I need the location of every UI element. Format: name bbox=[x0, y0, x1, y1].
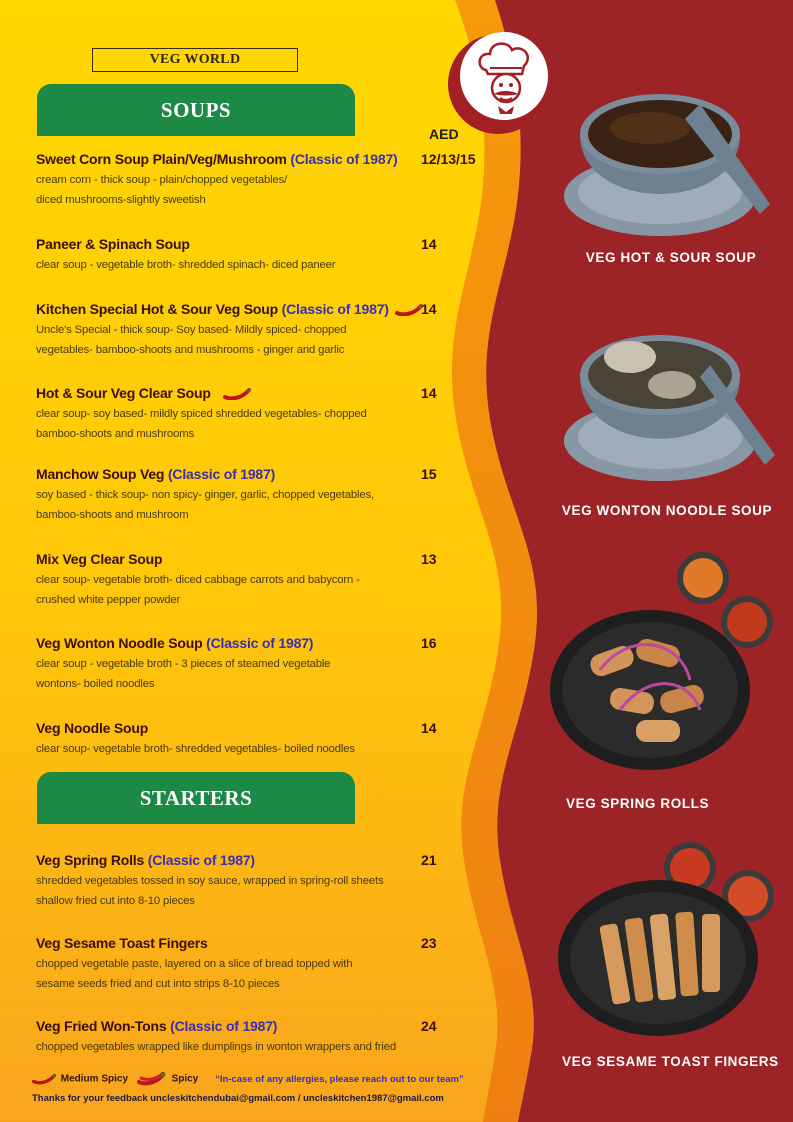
classic-tag: (Classic of 1987) bbox=[206, 635, 314, 651]
item-name: Mix Veg Clear Soup bbox=[36, 551, 163, 567]
menu-item-veg-fried-wontons bbox=[36, 1018, 476, 1057]
hot-sour-soup-photo bbox=[560, 64, 782, 240]
item-price: 14 bbox=[421, 720, 437, 736]
spice-legend bbox=[32, 1072, 464, 1086]
menu-item-veg-noodle-soup bbox=[36, 720, 476, 759]
item-name: Veg Noodle Soup bbox=[36, 720, 149, 736]
item-name: Manchow Soup Veg bbox=[36, 466, 165, 482]
double-chili-pepper-icon bbox=[137, 1072, 167, 1086]
menu-item-hot-sour-clear bbox=[36, 385, 476, 444]
menu-item-veg-spring-rolls bbox=[36, 852, 476, 911]
item-desc-line1: shredded vegetables tossed in soy sauce, wrapped in spring-roll sheets bbox=[36, 875, 384, 887]
item-price: 14 bbox=[421, 385, 437, 401]
item-desc-line2: bamboo-shoots and mushroom bbox=[36, 509, 189, 521]
item-desc-line2: shallow fried cut into 8-10 pieces bbox=[36, 895, 195, 907]
item-price: 13 bbox=[421, 551, 437, 567]
photo-caption: VEG WONTON NOODLE SOUP bbox=[561, 503, 773, 518]
item-name: Kitchen Special Hot & Sour Veg Soup bbox=[36, 301, 278, 317]
item-price: 23 bbox=[421, 935, 437, 951]
item-desc-line2: vegetables- bamboo-shoots and mushrooms - ginger and garlic bbox=[36, 344, 345, 356]
chili-pepper-icon bbox=[223, 388, 251, 400]
item-name: Hot & Sour Veg Clear Soup bbox=[36, 385, 211, 401]
medium-spicy-label: Medium Spicy bbox=[60, 1073, 129, 1085]
item-desc-line1: clear soup - vegetable broth - 3 pieces of steamed vegetable bbox=[36, 658, 331, 670]
spicy-label: Spicy bbox=[171, 1073, 199, 1085]
item-desc-line1: cream corn - thick soup - plain/chopped vegetables/ bbox=[36, 174, 288, 186]
item-desc-line1: chopped vegetables wrapped like dumplings in wonton wrappers and fried bbox=[36, 1041, 397, 1053]
item-price: 24 bbox=[421, 1018, 437, 1034]
menu-item-mix-veg-clear bbox=[36, 551, 476, 610]
photo-caption: VEG HOT & SOUR SOUP bbox=[585, 250, 757, 265]
item-name: Veg Fried Won-Tons bbox=[36, 1018, 167, 1034]
menu-item-sweet-corn-soup bbox=[36, 151, 476, 210]
menu-item-kitchen-special-hot-sour bbox=[36, 301, 476, 360]
item-desc-line2: sesame seeds fried and cut into strips 8-10 pieces bbox=[36, 978, 280, 990]
photo-caption: VEG SPRING ROLLS bbox=[566, 796, 710, 811]
item-desc-line2: crushed white pepper powder bbox=[36, 594, 181, 606]
chili-pepper-icon bbox=[395, 304, 423, 316]
item-price: 14 bbox=[421, 236, 437, 252]
item-price: 15 bbox=[421, 466, 437, 482]
item-name: Veg Wonton Noodle Soup bbox=[36, 635, 203, 651]
item-desc-line1: clear soup- soy based- mildly spiced shredded vegetables- chopped bbox=[36, 408, 367, 420]
classic-tag: (Classic of 1987) bbox=[281, 301, 389, 317]
item-price: 14 bbox=[421, 301, 437, 317]
item-name: Veg Sesame Toast Fingers bbox=[36, 935, 208, 951]
item-desc-line1: clear soup- vegetable broth- shredded vegetables- boiled noodles bbox=[36, 743, 355, 755]
menu-item-manchow-soup bbox=[36, 466, 476, 525]
item-desc-line1: chopped vegetable paste, layered on a slice of bread topped with bbox=[36, 958, 353, 970]
menu-item-paneer-spinach-soup bbox=[36, 236, 476, 275]
feedback-line: Thanks for your feedback uncleskitchendubai@gmail.com / uncleskitchen1987@gmail.com bbox=[32, 1093, 444, 1104]
item-desc-line1: soy based - thick soup- non spicy- ginger, garlic, chopped vegetables, bbox=[36, 489, 375, 501]
item-name: Sweet Corn Soup Plain/Veg/Mushroom bbox=[36, 151, 287, 167]
wonton-noodle-soup-photo bbox=[560, 305, 782, 485]
classic-tag: (Classic of 1987) bbox=[170, 1018, 278, 1034]
menu-item-veg-sesame-toast bbox=[36, 935, 476, 994]
menu-item-veg-wonton-noodle bbox=[36, 635, 476, 694]
currency-label: AED bbox=[429, 126, 459, 142]
chef-logo-icon bbox=[446, 28, 556, 138]
item-desc-line2: wontons- boiled noodles bbox=[36, 678, 155, 690]
item-price: 21 bbox=[421, 852, 437, 868]
photo-caption: VEG SESAME TOAST FINGERS bbox=[562, 1054, 779, 1069]
chili-pepper-icon bbox=[32, 1073, 56, 1085]
item-desc-line1: Uncle's Special - thick soup- Soy based- Mildly spiced- chopped bbox=[36, 324, 347, 336]
item-price: 12/13/15 bbox=[421, 151, 476, 167]
item-name: Paneer & Spinach Soup bbox=[36, 236, 190, 252]
soups-banner: SOUPS bbox=[37, 84, 355, 136]
item-name: Veg Spring Rolls bbox=[36, 852, 145, 868]
sesame-toast-photo bbox=[548, 838, 788, 1043]
classic-tag: (Classic of 1987) bbox=[290, 151, 398, 167]
item-desc-line2: bamboo-shoots and mushrooms bbox=[36, 428, 194, 440]
veg-world-label: VEG WORLD bbox=[92, 48, 298, 72]
item-desc-line1: clear soup- vegetable broth- diced cabbage carrots and babycorn - bbox=[36, 574, 360, 586]
classic-tag: (Classic of 1987) bbox=[147, 852, 255, 868]
item-desc-line2: diced mushrooms-slightly sweetish bbox=[36, 194, 206, 206]
allergy-note: “In-case of any allergies, please reach out to our team” bbox=[215, 1073, 464, 1085]
item-desc-line1: clear soup - vegetable broth- shredded spinach- diced paneer bbox=[36, 259, 336, 271]
starters-banner: STARTERS bbox=[37, 772, 355, 824]
spring-rolls-photo bbox=[540, 550, 790, 775]
classic-tag: (Classic of 1987) bbox=[167, 466, 276, 482]
item-price: 16 bbox=[421, 635, 437, 651]
